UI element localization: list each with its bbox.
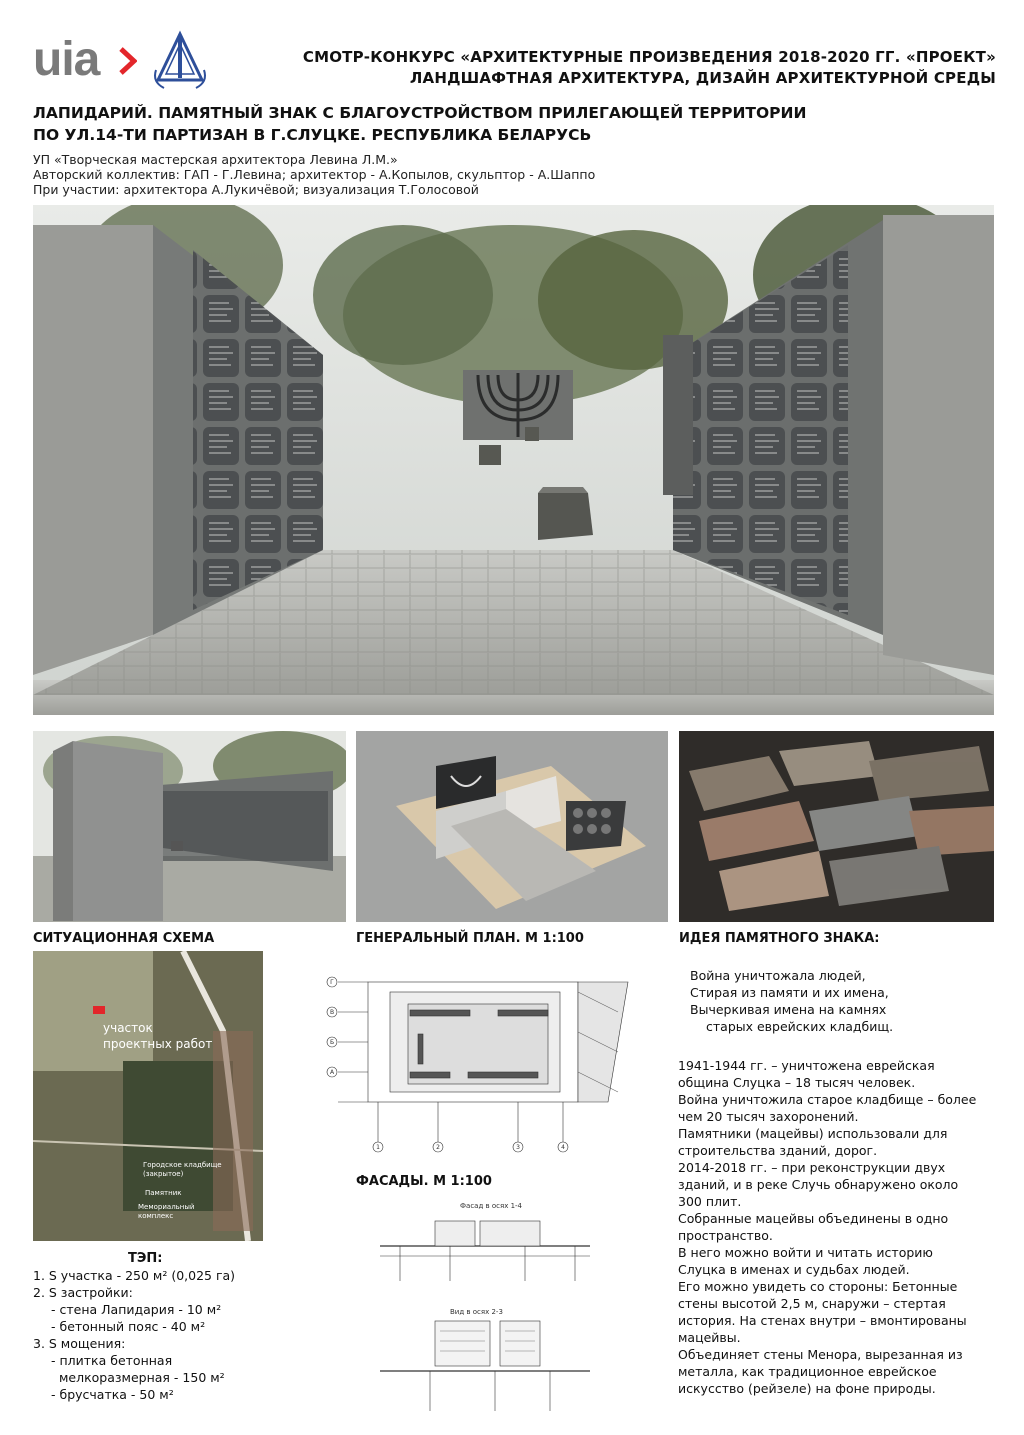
contest-category: ЛАНДШАФТНАЯ АРХИТЕКТУРА, ДИЗАЙН АРХИТЕКТУРНОЙ СРЕДЫ	[409, 69, 996, 87]
architects-union-emblem-icon	[150, 30, 210, 92]
idea-caption: ИДЕЯ ПАМЯТНОГО ЗНАКА:	[679, 931, 880, 946]
facade-a-label: Фасад в осях 1-4	[460, 1202, 523, 1210]
idea-line: мацейвы.	[678, 1330, 741, 1345]
idea-line: история. На стенах внутри – вмонтированы	[678, 1313, 967, 1328]
map-poi-cemetery: Городское кладбище (закрытое)	[143, 1161, 222, 1178]
idea-line: металла, как традиционное еврейское	[678, 1364, 937, 1379]
axonometric-model-render	[356, 731, 668, 922]
project-title-line2: ПО УЛ.14-ТИ ПАРТИЗАН В Г.СЛУЦКЕ. РЕСПУБЛИКА БЕЛАРУСЬ	[33, 126, 592, 144]
idea-line: чем 20 тысяч захоронений.	[678, 1109, 859, 1124]
poem-line: Стирая из памяти и их имена,	[690, 985, 889, 1000]
idea-body	[678, 1057, 998, 1397]
situation-map	[33, 951, 263, 1241]
lapidarium-corridor-image	[33, 205, 994, 715]
tep-line: - плитка бетонная	[51, 1353, 173, 1368]
plan-svg	[318, 952, 648, 1162]
map-poi-memorial: Мемориальный комплекс	[138, 1203, 195, 1220]
row-label-b: Б	[329, 1039, 335, 1046]
row-label-v: В	[329, 1009, 335, 1016]
poem-line: старых еврейских кладбищ.	[706, 1019, 894, 1034]
idea-line: искусство (рейзеле) на фоне природы.	[678, 1381, 936, 1396]
credit-participants: При участии: архитектора А.Лукичёвой; визуализация Т.Голосовой	[33, 182, 479, 197]
contest-title: СМОТР-КОНКУРС «АРХИТЕКТУРНЫЕ ПРОИЗВЕДЕНИЯ 2018-2020 ГГ. «ПРОЕКТ»	[302, 48, 996, 66]
situation-caption: СИТУАЦИОННАЯ СХЕМА	[33, 931, 215, 946]
uia-logo-text: uia	[33, 33, 100, 86]
uia-logo	[33, 33, 143, 86]
main-perspective-render	[33, 205, 994, 715]
map-site-label-2: проектных работ	[103, 1037, 213, 1051]
tep-line: мелкоразмерная - 150 м²	[59, 1370, 225, 1385]
genplan-caption: ГЕНЕРАЛЬНЫЙ ПЛАН. М 1:100	[356, 931, 584, 946]
idea-line: зданий, и в реке Случь обнаружено около	[678, 1177, 959, 1192]
tep-line: 3. S мощения:	[33, 1336, 126, 1351]
idea-poem	[678, 967, 1010, 1035]
idea-line: Памятники (мацейвы) использовали для	[678, 1126, 948, 1141]
idea-line: В него можно войти и читать историю	[678, 1245, 933, 1260]
uia-chevron-icon	[119, 47, 137, 75]
poem-line: Война уничтожала людей,	[690, 968, 866, 983]
idea-line: 1941-1944 гг. – уничтожена еврейская	[678, 1058, 935, 1073]
credit-studio: УП «Творческая мастерская архитектора Левина Л.М.»	[33, 152, 398, 167]
idea-line: пространство.	[678, 1228, 773, 1243]
tep-line: 1. S участка - 250 м² (0,025 га)	[33, 1268, 236, 1283]
idea-line: община Слуцка – 18 тысяч человек.	[678, 1075, 916, 1090]
tep-heading: ТЭП:	[128, 1251, 163, 1266]
idea-line: Объединяет стены Менора, вырезанная из	[678, 1347, 963, 1362]
facades-drawing	[340, 1196, 640, 1426]
idea-line: строительства зданий, дорог.	[678, 1143, 878, 1158]
side-view-render	[33, 731, 346, 922]
axis-label-1: 1	[376, 1144, 380, 1151]
general-plan-drawing	[318, 952, 648, 1162]
tep-line: - брусчатка - 50 м²	[51, 1387, 174, 1402]
idea-line: Война уничтожила старое кладбище – более	[678, 1092, 977, 1107]
axis-label-4: 4	[561, 1144, 565, 1151]
tep-line: - стена Лапидария - 10 м²	[51, 1302, 222, 1317]
idea-line: стены высотой 2,5 м, снаружи – стертая	[678, 1296, 946, 1311]
axis-label-3: 3	[516, 1144, 520, 1151]
axis-label-2: 2	[436, 1144, 440, 1151]
credit-authors: Авторский коллектив: ГАП - Г.Левина; архитектор - А.Копылов, скульптор - А.Шаппо	[33, 167, 596, 182]
facades-caption: ФАСАДЫ. М 1:100	[356, 1174, 492, 1189]
project-title-line1: ЛАПИДАРИЙ. ПАМЯТНЫЙ ЗНАК С БЛАГОУСТРОЙСТВОМ ПРИЛЕГАЮЩЕЙ ТЕРРИТОРИИ	[33, 104, 807, 122]
tep-line: 2. S застройки:	[33, 1285, 133, 1300]
tep-line: - бетонный пояс - 40 м²	[51, 1319, 206, 1334]
row-label-g: Г	[330, 979, 334, 986]
row-label-a: А	[329, 1069, 335, 1076]
tep-block	[33, 1250, 333, 1403]
idea-line: Его можно увидеть со стороны: Бетонные	[678, 1279, 958, 1294]
poem-line: Вычеркивая имена на камнях	[690, 1002, 887, 1017]
idea-line: 300 плит.	[678, 1194, 742, 1209]
idea-line: Собранные мацейвы объединены в одно	[678, 1211, 949, 1226]
map-site-label: участок	[103, 1021, 153, 1035]
facade-b-label: Вид в осях 2-3	[450, 1308, 503, 1316]
map-poi-monument: Памятник	[145, 1189, 182, 1197]
idea-line: 2014-2018 гг. – при реконструкции двух	[678, 1160, 946, 1175]
old-tombstones-photo	[679, 731, 994, 922]
idea-line: Слуцка в именах и судьбах людей.	[678, 1262, 910, 1277]
